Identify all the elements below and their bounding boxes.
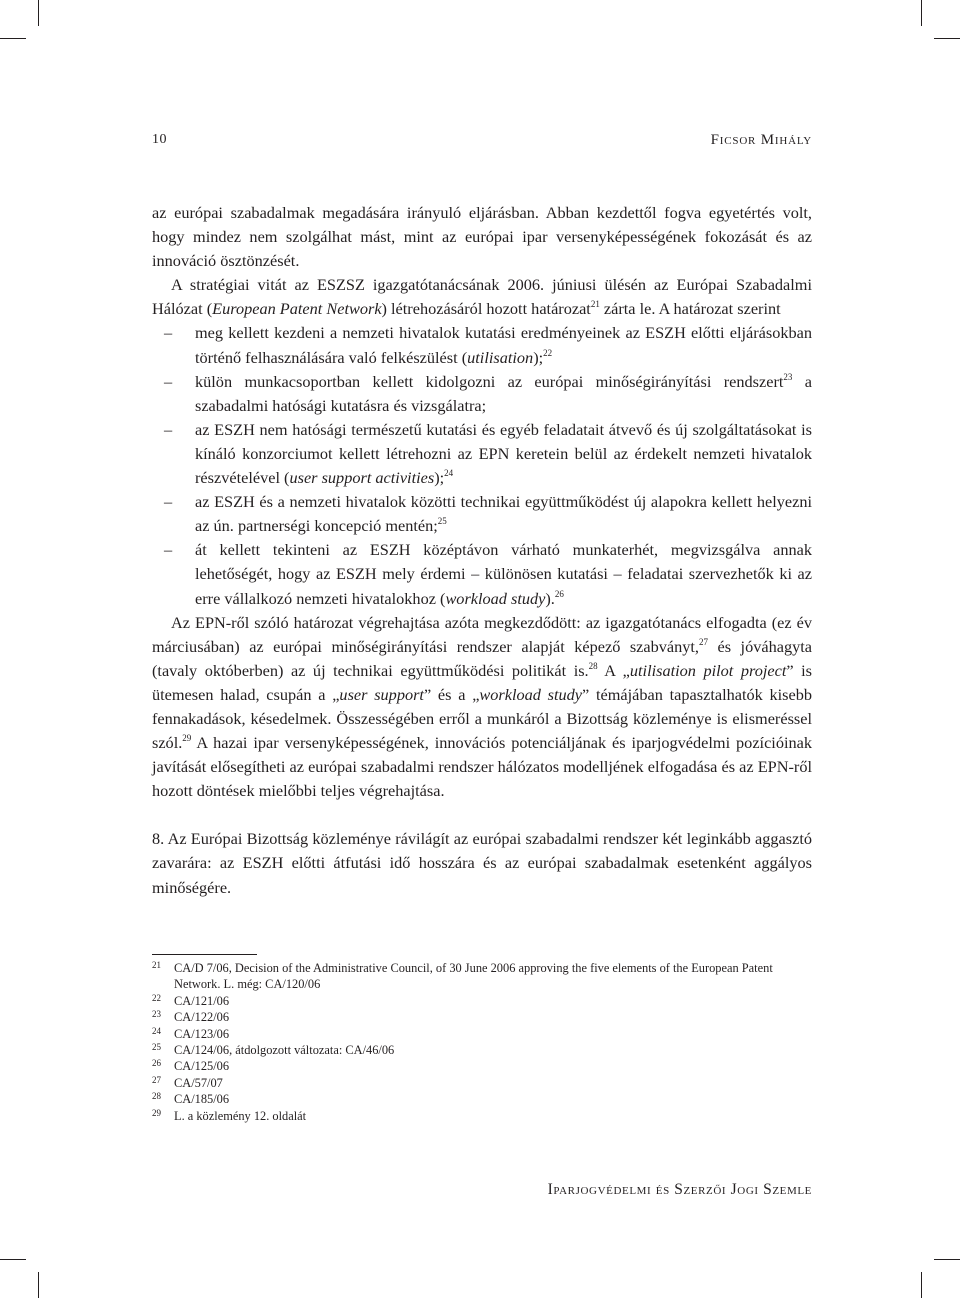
- footnote-number: 26: [152, 1058, 161, 1069]
- text-run: ) létrehozásáról hozott határozat: [381, 299, 591, 319]
- list-item: – külön munkacsoportban kellett kidolgozni az európai minőségirányítási rendszert$^{23}$ a szabadalmi hatósági kutatásra és vizsgálatra;: [164, 371, 812, 415]
- footnote-number: 21: [152, 960, 161, 970]
- crop-mark: [934, 1259, 960, 1260]
- footnote-number: 25: [152, 1042, 161, 1053]
- footnote-ref: 21: [590, 299, 600, 310]
- running-head-author: Ficsor Mihály: [710, 132, 812, 148]
- crop-mark: [921, 1272, 922, 1298]
- footnote: [152, 1091, 812, 1107]
- footnote-number: 24: [152, 1025, 161, 1036]
- crop-mark: [38, 1272, 39, 1298]
- footnote-text: CA/185/06: [174, 1092, 230, 1107]
- list-item: – át kellett tekinteni az ESZH középtávon várható munkaterhét, megvizsgálva annak lehetőségét, hogy az ESZH mely érdemi – különösen kutatási – feladatai szervezhetők ki az erre vállalkozó nemzeti hivatalokhoz (workload study).$^{26}$: [164, 540, 812, 608]
- footnote-number: 29: [152, 1107, 161, 1118]
- footnote: [152, 1075, 812, 1091]
- dash-bullet: –: [164, 371, 173, 391]
- paragraph: [152, 273, 812, 321]
- footnote-number: 27: [152, 1074, 161, 1085]
- page-number: 10: [152, 132, 167, 147]
- list-item: – meg kellett kezdeni a nemzeti hivatalok kutatási eredményeinek az ESZH előtti eljárásokban történő felhasználására való felkészülést (utilisation);$^{22}$: [164, 323, 812, 367]
- crop-mark: [921, 0, 922, 26]
- footnote: [152, 1026, 812, 1042]
- footnote-text: CA/124/06, átdolgozott változata: CA/46/06: [174, 1043, 395, 1058]
- italic-term: European Patent Network: [212, 299, 382, 319]
- footnote: [152, 960, 812, 993]
- footnote-ref: 26: [554, 588, 564, 599]
- footnote-ref: 25: [437, 516, 447, 527]
- crop-mark: [0, 38, 26, 39]
- footnote-ref: 24: [444, 468, 454, 479]
- dash-list: [152, 321, 812, 610]
- crop-mark: [0, 1259, 26, 1260]
- footnote-text: CA/121/06: [174, 993, 230, 1008]
- footnote-number: 28: [152, 1091, 161, 1102]
- footnote: [152, 1058, 812, 1074]
- footnote: [152, 1108, 812, 1124]
- crop-mark: [38, 0, 39, 26]
- footnote-text: CA/122/06: [174, 1010, 230, 1025]
- dash-bullet: –: [164, 540, 173, 560]
- dash-bullet: –: [164, 492, 173, 512]
- footnotes: [152, 960, 812, 1124]
- footnote-number: 22: [152, 992, 161, 1003]
- footnote-ref: 22: [543, 347, 553, 358]
- footnote-ref: 23: [783, 371, 793, 382]
- footnote-number: 23: [152, 1009, 161, 1020]
- body-text: [152, 201, 812, 900]
- dash-bullet: –: [164, 419, 173, 439]
- paragraph: az európai szabadalmak megadására irányuló eljárásban. Abban kezdettől fogva egyetértés volt, hogy mindez nem szolgálhat mást, mint az európai ipar versenyképességének fokozását és az innováció ösztönzését.: [152, 203, 812, 271]
- dash-bullet: –: [164, 323, 173, 343]
- journal-title-footer: Iparjogvédelmi és Szerzői Jogi Szemle: [547, 1181, 812, 1198]
- list-item: – az ESZH nem hatósági természetű kutatási és egyéb feladatait átvevő és új szolgáltatásokat is kínáló konzorciumot kellett létrehozni az EPN keretein belül az érdekelt nemzeti hivatalok részvételével (user support activities);$^{24}$: [164, 419, 812, 488]
- list-item: – az ESZH és a nemzeti hivatalok közötti technikai együttműködést új alapokra kellett helyezni az ún. partnerségi koncepció mentén;$^{25}$: [164, 492, 812, 536]
- footnote-ref: 27: [699, 636, 708, 647]
- footnote: [152, 993, 812, 1009]
- footnote: [152, 1009, 812, 1025]
- paragraph-spacer: [152, 803, 812, 827]
- text-run: A stratégiai vitát az ESZSZ igazgatótanácsának 2006. júniusi ülésén az Európai Szabadalmi Hálózat (: [152, 275, 812, 319]
- footnote-ref: 29: [182, 733, 192, 744]
- text-run: zárta le. A határozat szerint: [599, 299, 781, 319]
- footnote: [152, 1042, 812, 1058]
- footnote-ref: 28: [588, 660, 598, 671]
- paragraph: Az EPN-ről szóló határozat végrehajtása azóta megkezdődött: az igazgatótanács elfogadta (ez év márciusában) az európai minőségirányítási rendszer alapját képező szabványt,$^{27}$ és jóváhagyta (tavaly októberben) az új technikai együttműködési politikát is.$^{28}$ A „utilisation pilot project” is ütemesen halad, csupán a „user support” és a „workload study” témájában tapasztalhatók kisebb fennakadások, késedelmek. Összességében erről a munkáról a Bizottság közleménye is elismeréssel szól.$^{29}$ A hazai ipar versenyképességének, innovációs potenciáljának és iparjogvédelmi pozícióinak javítását elősegítheti az európai szabadalmi rendszer hálózatos modelljének elfogadása és az EPN-ről hozott döntések mielőbbi teljes végrehajtása.: [152, 612, 813, 801]
- footnote-text: CA/123/06: [174, 1026, 230, 1041]
- footnote-text: L. a közlemény 12. oldalát: [174, 1108, 307, 1123]
- footnote-separator: [152, 954, 257, 955]
- footnote-text: CA/D 7/06, Decision of the Administrative Council, of 30 June 2006 approving the five elements of the European Patent Network. L. még: CA/120/06: [174, 961, 773, 992]
- crop-mark: [934, 38, 960, 39]
- section-paragraph: 8. Az Európai Bizottság közleménye rávilágít az európai szabadalmi rendszer két leginkább aggasztó zavarára: az ESZH előtti átfutási idő hosszára és az európai szabadalmak esetenként aggályos minőségére.: [152, 829, 812, 897]
- footnote-text: CA/57/07: [174, 1075, 223, 1090]
- footnote-text: CA/125/06: [174, 1059, 230, 1074]
